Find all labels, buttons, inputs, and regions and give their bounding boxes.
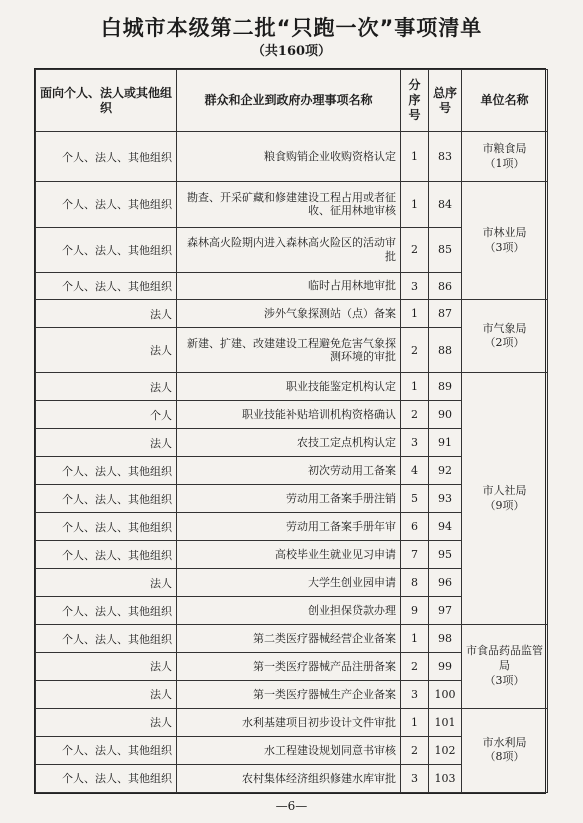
row-item-name: 高校毕业生就业见习申请 — [177, 541, 401, 569]
row-total: 94 — [429, 513, 462, 541]
unit-cell — [462, 625, 548, 709]
row-item-name: 农村集体经济组织修建水库审批 — [177, 764, 401, 792]
row-item-name: 创业担保贷款办理 — [177, 597, 401, 625]
row-targets: 个人、法人、其他组织 — [36, 513, 177, 541]
row-total: 91 — [429, 429, 462, 457]
row-item-name: 职业技能补贴培训机构资格确认 — [177, 401, 401, 429]
row-item-name: 劳动用工备案手册注销 — [177, 485, 401, 513]
table-row — [36, 182, 548, 227]
row-seq: 1 — [401, 625, 429, 653]
unit-cell — [462, 132, 548, 182]
header-seq: 分序号 — [401, 70, 429, 132]
row-targets: 个人、法人、其他组织 — [36, 132, 177, 182]
row-item-name: 临时占用林地审批 — [177, 272, 401, 300]
row-total: 89 — [429, 373, 462, 401]
row-seq: 1 — [401, 708, 429, 736]
row-item-name: 森林高火险期内进入森林高火险区的活动审批 — [177, 227, 401, 272]
header-name: 群众和企业到政府办理事项名称 — [177, 70, 401, 132]
row-total: 100 — [429, 680, 462, 708]
row-targets: 个人、法人、其他组织 — [36, 541, 177, 569]
header-unit: 单位名称 — [462, 70, 548, 132]
row-targets: 个人、法人、其他组织 — [36, 182, 177, 227]
row-item-name: 新建、扩建、改建建设工程避免危害气象探测环境的审批 — [177, 328, 401, 373]
row-seq: 2 — [401, 227, 429, 272]
row-item-name: 第二类医疗器械经营企业备案 — [177, 625, 401, 653]
unit-cell — [462, 182, 548, 300]
row-targets: 个人、法人、其他组织 — [36, 764, 177, 792]
items-table — [34, 68, 546, 794]
table-row — [36, 373, 548, 401]
row-item-name: 勘查、开采矿藏和修建建设工程占用或者征收、征用林地审核 — [177, 182, 401, 227]
row-item-name: 劳动用工备案手册年审 — [177, 513, 401, 541]
row-seq: 1 — [401, 300, 429, 328]
unit-count: （2项） — [484, 336, 525, 350]
unit-cell — [462, 708, 548, 792]
row-total: 92 — [429, 457, 462, 485]
row-targets: 个人、法人、其他组织 — [36, 457, 177, 485]
row-seq: 8 — [401, 569, 429, 597]
unit-cell — [462, 300, 548, 373]
table-row — [36, 132, 548, 182]
row-seq: 7 — [401, 541, 429, 569]
row-item-name: 初次劳动用工备案 — [177, 457, 401, 485]
row-targets: 法人 — [36, 569, 177, 597]
table-row — [36, 300, 548, 328]
unit-name: 市粮食局 — [482, 141, 527, 155]
row-item-name: 第一类医疗器械生产企业备案 — [177, 680, 401, 708]
page-number: —6— — [275, 799, 308, 813]
unit-count: （9项） — [484, 498, 525, 512]
row-targets: 法人 — [36, 680, 177, 708]
unit-name: 市水利局 — [482, 735, 527, 749]
row-targets: 个人、法人、其他组织 — [36, 227, 177, 272]
row-item-name: 粮食购销企业收购资格认定 — [177, 132, 401, 182]
unit-count: （3项） — [484, 240, 525, 254]
row-targets: 个人、法人、其他组织 — [36, 597, 177, 625]
row-seq: 1 — [401, 132, 429, 182]
row-seq: 3 — [401, 680, 429, 708]
row-seq: 2 — [401, 328, 429, 373]
unit-name: 市人社局 — [482, 483, 527, 497]
row-seq: 4 — [401, 457, 429, 485]
unit-count: （8项） — [484, 750, 525, 764]
row-targets: 个人 — [36, 401, 177, 429]
row-item-name: 大学生创业园申请 — [177, 569, 401, 597]
row-seq: 3 — [401, 272, 429, 300]
table-row — [36, 625, 548, 653]
row-seq: 2 — [401, 736, 429, 764]
row-total: 102 — [429, 736, 462, 764]
row-targets: 法人 — [36, 328, 177, 373]
row-total: 90 — [429, 401, 462, 429]
row-targets: 法人 — [36, 300, 177, 328]
unit-cell — [462, 373, 548, 625]
row-total: 93 — [429, 485, 462, 513]
unit-count: （3项） — [484, 673, 525, 687]
row-targets: 法人 — [36, 429, 177, 457]
row-targets: 个人、法人、其他组织 — [36, 736, 177, 764]
row-total: 96 — [429, 569, 462, 597]
row-targets: 法人 — [36, 708, 177, 736]
row-item-name: 职业技能鉴定机构认定 — [177, 373, 401, 401]
row-total: 84 — [429, 182, 462, 227]
row-seq: 2 — [401, 401, 429, 429]
row-total: 88 — [429, 328, 462, 373]
row-targets: 法人 — [36, 373, 177, 401]
row-seq: 3 — [401, 429, 429, 457]
row-item-name: 第一类医疗器械产品注册备案 — [177, 653, 401, 681]
row-targets: 个人、法人、其他组织 — [36, 272, 177, 300]
row-item-name: 农技工定点机构认定 — [177, 429, 401, 457]
row-total: 85 — [429, 227, 462, 272]
row-seq: 3 — [401, 764, 429, 792]
document-title: 白城市本级第二批“只跑一次”事项清单 — [100, 16, 483, 40]
row-item-name: 水工程建设规划同意书审核 — [177, 736, 401, 764]
row-seq: 1 — [401, 182, 429, 227]
row-total: 95 — [429, 541, 462, 569]
row-total: 87 — [429, 300, 462, 328]
header-total: 总序号 — [429, 70, 462, 132]
row-targets: 个人、法人、其他组织 — [36, 485, 177, 513]
row-total: 98 — [429, 625, 462, 653]
header-targets: 面向个人、法人或其他组织 — [36, 70, 177, 132]
row-seq: 9 — [401, 597, 429, 625]
row-targets: 法人 — [36, 653, 177, 681]
unit-name: 市气象局 — [482, 321, 527, 335]
row-item-name: 涉外气象探测站（点）备案 — [177, 300, 401, 328]
row-total: 86 — [429, 272, 462, 300]
unit-name: 市食品药品监管局 — [466, 644, 543, 673]
row-total: 99 — [429, 653, 462, 681]
row-seq: 2 — [401, 653, 429, 681]
row-total: 97 — [429, 597, 462, 625]
row-seq: 6 — [401, 513, 429, 541]
unit-name: 市林业局 — [482, 226, 527, 240]
table-row — [36, 708, 548, 736]
row-seq: 1 — [401, 373, 429, 401]
row-total: 101 — [429, 708, 462, 736]
table-header-row — [36, 70, 548, 132]
row-targets: 个人、法人、其他组织 — [36, 625, 177, 653]
document-subtitle: （共160项） — [251, 44, 332, 59]
row-total: 103 — [429, 764, 462, 792]
row-item-name: 水利基建项目初步设计文件审批 — [177, 708, 401, 736]
row-total: 83 — [429, 132, 462, 182]
unit-count: （1项） — [484, 156, 525, 170]
row-seq: 5 — [401, 485, 429, 513]
